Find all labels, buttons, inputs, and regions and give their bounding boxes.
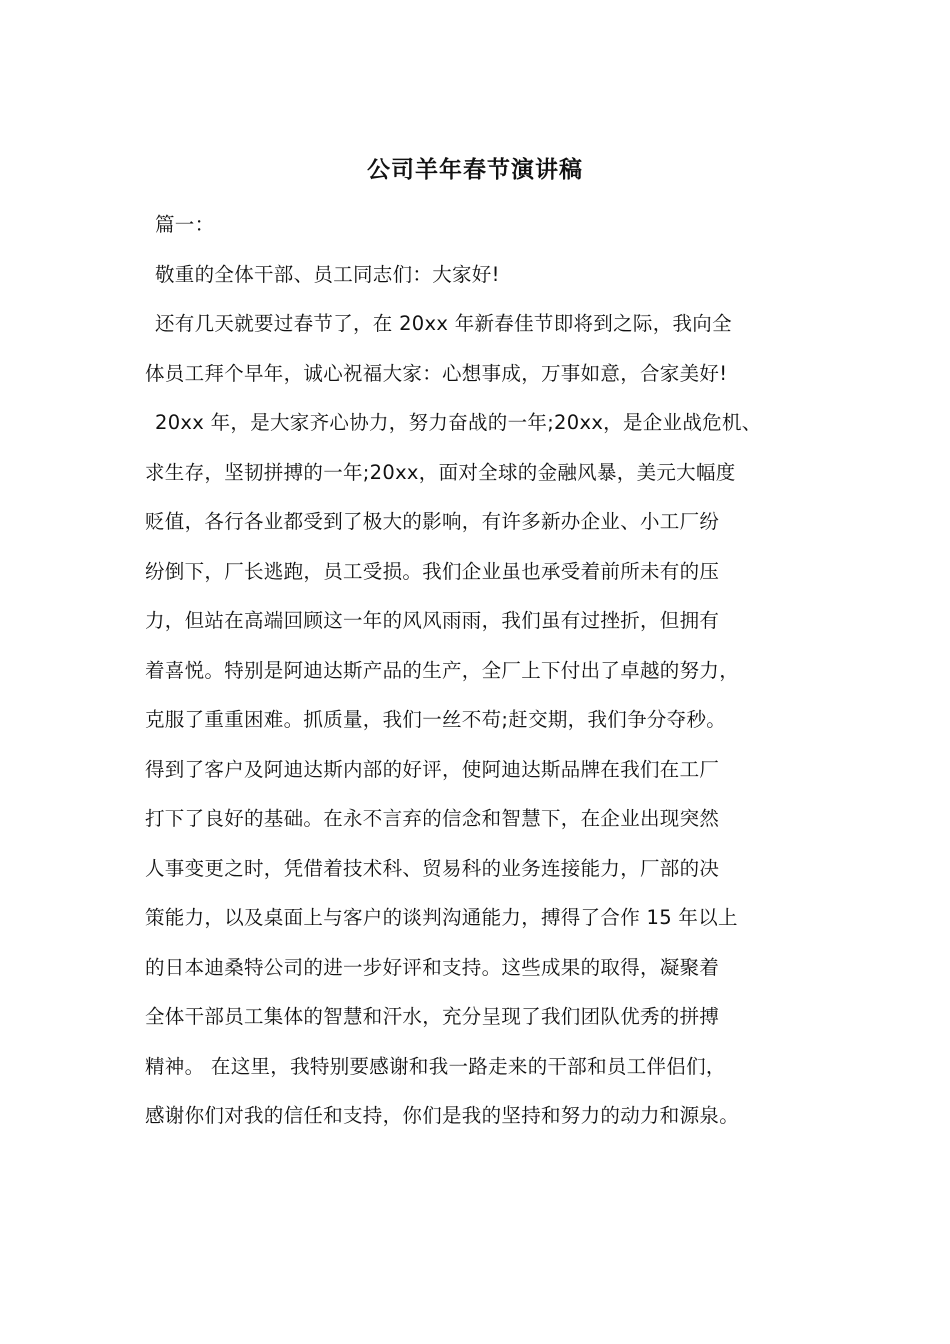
paragraph-line: 体员工拜个早年，诚心祝福大家：心想事成，万事如意，合家美好! (145, 361, 728, 385)
paragraph-line: 贬值，各行各业都受到了极大的影响，有许多新办企业、小工厂纷 (145, 510, 720, 533)
paragraph-line: 精神。 在这里，我特别要感谢和我一路走来的干部和员工伴侣们， (145, 1054, 726, 1078)
paragraph-line: 力，但站在高端回顾这一年的风风雨雨，我们虽有过挫折，但拥有 (145, 609, 720, 632)
paragraph-line: 纷倒下，厂长逃跑，员工受损。我们企业虽也承受着前所未有的压 (145, 559, 720, 583)
paragraph-line: 打下了良好的基础。在永不言弃的信念和智慧下，在企业出现突然 (145, 807, 720, 830)
paragraph-line: 20xx 年，是大家齐心协力，努力奋战的一年;20xx，是企业战危机、 (155, 411, 762, 434)
paragraph-line: 求生存，坚韧拼搏的一年;20xx，面对全球的金融风暴，美元大幅度 (145, 460, 736, 484)
paragraph-line: 的日本迪桑特公司的进一步好评和支持。这些成果的取得，凝聚着 (145, 955, 720, 979)
paragraph-line: 得到了客户及阿迪达斯内部的好评，使阿迪达斯品牌在我们在工厂 (145, 757, 720, 781)
paragraph-line: 还有几天就要过春节了，在 20xx 年新春佳节即将到之际，我向全 (155, 312, 732, 335)
paragraph-line: 篇一： (155, 213, 215, 236)
paragraph-line: 感谢你们对我的信任和支持，你们是我的坚持和努力的动力和源泉。 (145, 1104, 740, 1127)
paragraph-line: 着喜悦。特别是阿迪达斯产品的生产，全厂上下付出了卓越的努力， (145, 658, 740, 682)
document-title: 公司羊年春节演讲稿 (367, 157, 583, 183)
paragraph-line: 人事变更之时，凭借着技术科、贸易科的业务连接能力，厂部的决 (145, 856, 720, 880)
paragraph-line: 克服了重重困难。抓质量，我们一丝不苟;赶交期，我们争分夺秒。 (145, 708, 727, 731)
document-body (145, 205, 835, 1146)
paragraph-line: 全体干部员工集体的智慧和汗水，充分呈现了我们团队优秀的拼搏 (145, 1005, 720, 1028)
paragraph-line: 策能力，以及桌面上与客户的谈判沟通能力，搏得了合作 15 年以上 (145, 906, 738, 929)
paragraph-line: 敬重的全体干部、员工同志们：大家好! (155, 262, 500, 286)
